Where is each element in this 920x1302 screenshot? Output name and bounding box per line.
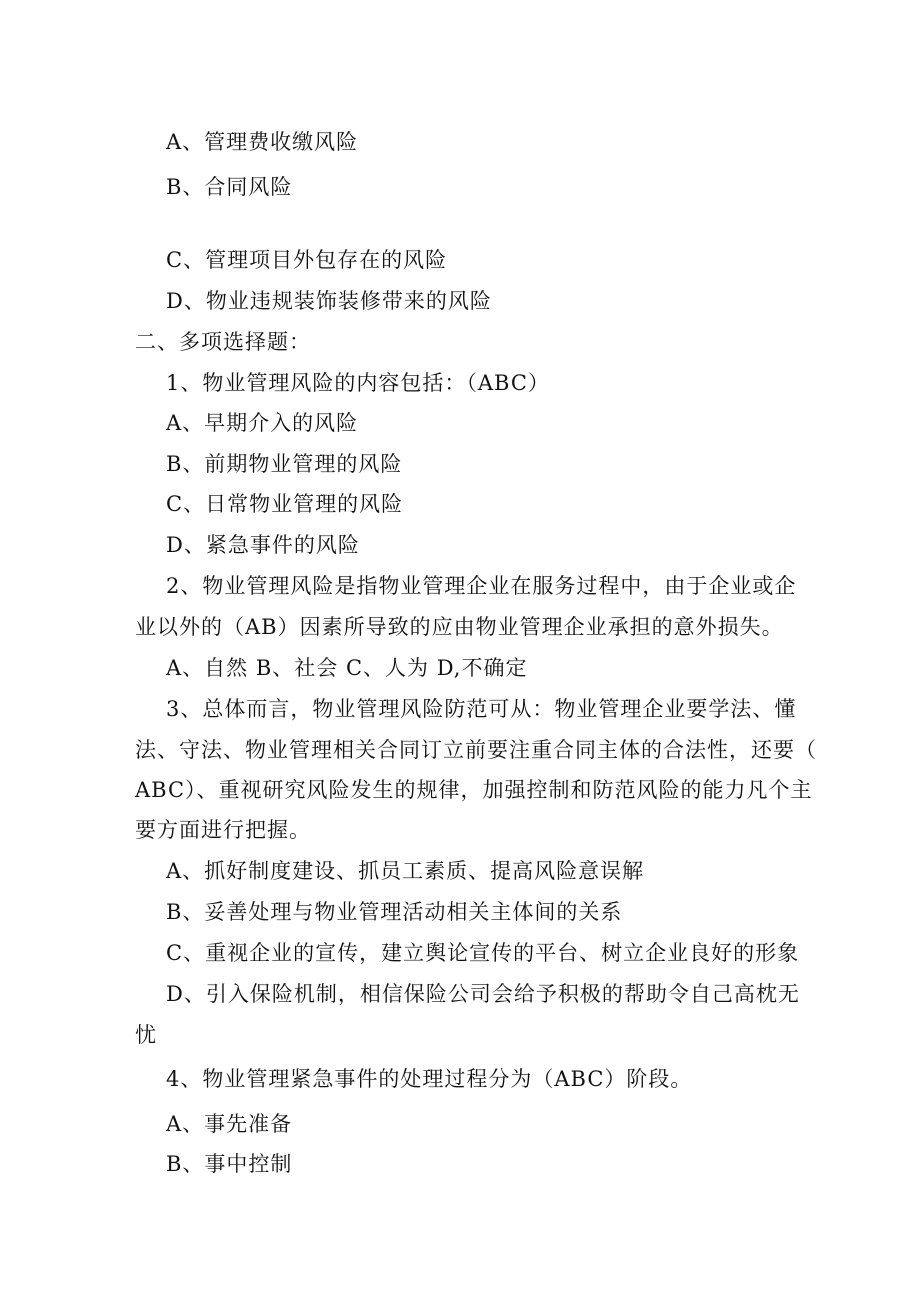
section-heading-multiple-choice: 二、多项选择题：: [135, 330, 311, 354]
question-2-line-1: 2、物业管理风险是指物业管理企业在服务过程中，由于企业或企: [166, 574, 797, 598]
question-3-line-1: 3、总体而言，物业管理风险防范可从：物业管理企业要学法、懂: [166, 697, 797, 721]
q3-option-b: B、妥善处理与物业管理活动相关主体间的关系: [166, 900, 623, 924]
option-d-decoration-risk: D、物业违规装饰装修带来的风险: [166, 289, 492, 313]
question-3-line-4: 要方面进行把握。: [135, 818, 311, 842]
q3-option-a: A、抓好制度建设、抓员工素质、提高风险意误解: [166, 859, 645, 883]
question-4: 4、物业管理紧急事件的处理过程分为（ABC）阶段。: [166, 1067, 693, 1091]
q3-option-d-line-2: 忧: [135, 1023, 157, 1047]
q1-option-a: A、早期介入的风险: [166, 411, 359, 435]
question-2-line-2: 业以外的（AB）因素所导致的应由物业管理企业承担的意外损失。: [135, 615, 784, 639]
question-3-line-2: 法、守法、物业管理相关合同订立前要注重合同主体的合法性，还要（: [135, 738, 817, 762]
q2-options: A、自然 B、社会 C、人为 D,不确定: [166, 656, 528, 680]
option-b-contract-risk: B、合同风险: [166, 175, 293, 199]
question-1: 1、物业管理风险的内容包括：（ABC）: [166, 371, 550, 395]
q1-option-b: B、前期物业管理的风险: [166, 452, 403, 476]
option-a-fee-risk: A、管理费收缴风险: [166, 130, 359, 154]
q1-option-d: D、紧急事件的风险: [166, 533, 360, 557]
q4-option-b: B、事中控制: [166, 1152, 293, 1176]
q1-option-c: C、日常物业管理的风险: [166, 492, 404, 516]
q4-option-a: A、事先准备: [166, 1112, 293, 1136]
q3-option-d-line-1: D、引入保险机制，相信保险公司会给予积极的帮助令自己高枕无: [166, 982, 800, 1006]
option-c-outsourcing-risk: C、管理项目外包存在的风险: [166, 248, 448, 272]
q3-option-c: C、重视企业的宣传，建立舆论宣传的平台、树立企业良好的形象: [166, 941, 800, 965]
question-3-line-3: ABC）、重视研究风险发生的规律，加强控制和防范风险的能力凡个主: [135, 778, 813, 802]
